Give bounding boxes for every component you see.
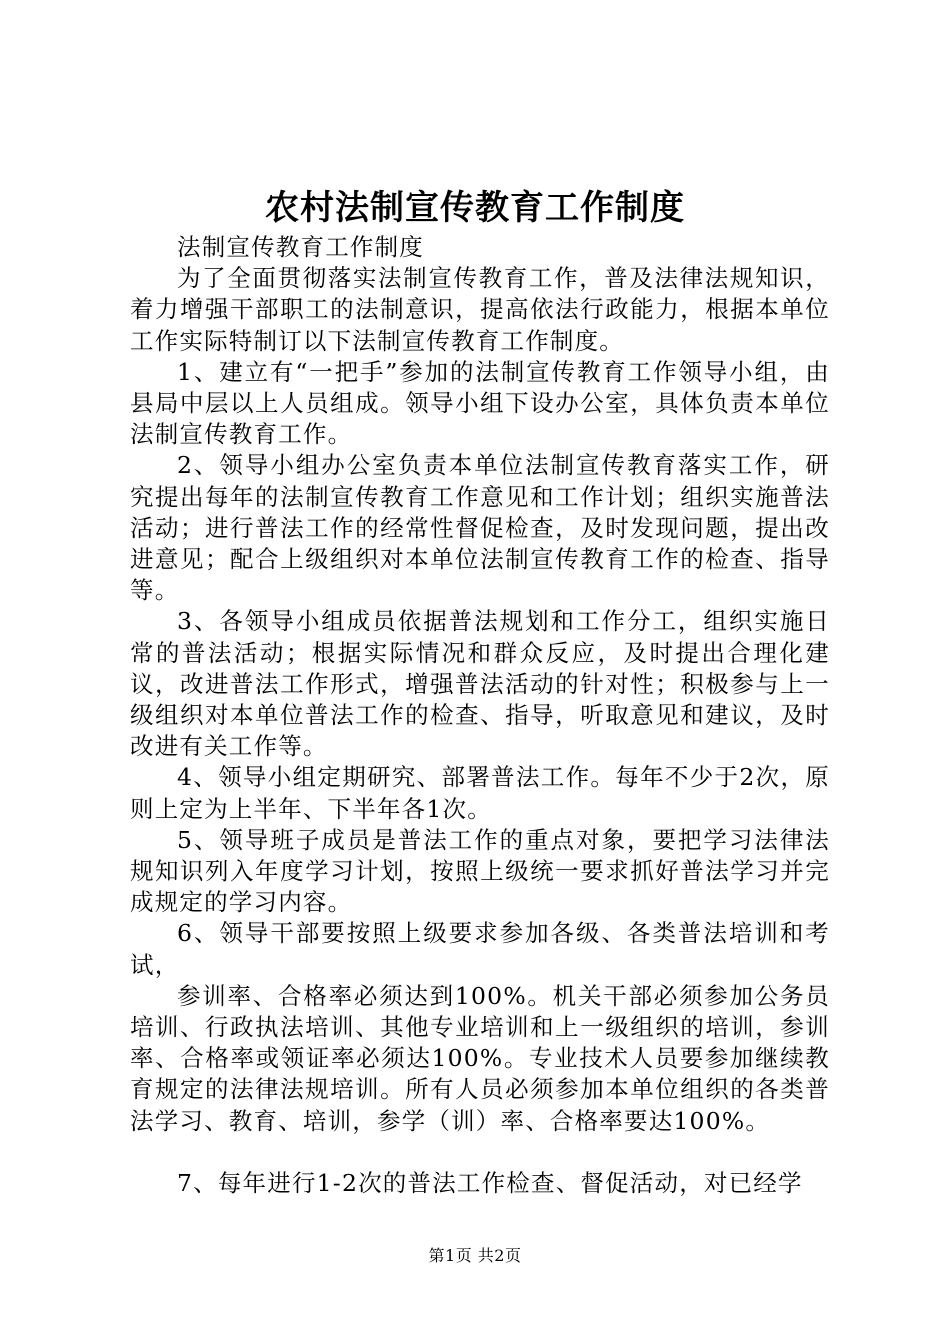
document-title: 农村法制宣传教育工作制度 — [265, 188, 685, 228]
paragraph-item-7: 7、每年进行1-2次的普法工作检查、督促活动，对已经学 — [177, 1168, 803, 1197]
paragraph-item-6: 6、领导干部要按照上级要求参加各级、各类普法培训和考试， — [130, 919, 830, 979]
paragraph-intro: 为了全面贯彻落实法制宣传教育工作，普及法律法规知识，着力增强干部职工的法制意识，提高依法行政能力，根据本单位工作实际特制订以下法制宣传教育工作制度。 — [130, 264, 830, 355]
paragraph-item-1: 1、建立有“一把手”参加的法制宣传教育工作领导小组，由县局中层以上人员组成。领导小组下设办公室，具体负责本单位法制宣传教育工作。 — [130, 357, 830, 449]
paragraph-item-3: 3、各领导小组成员依据普法规划和工作分工，组织实施日常的普法活动；根据实际情况和群众反应，及时提出合理化建议，改进普法工作形式，增强普法活动的针对性；积极参与上一级组织对本单位普法工作的检查、指导，听取意见和建议，及时改进有关工作等。 — [130, 607, 830, 761]
document-body — [130, 232, 830, 1199]
paragraph-item-4: 4、领导小组定期研究、部署普法工作。每年不少于2次，原则上定为上半年、下半年各1次。 — [130, 763, 830, 823]
paragraph-subtitle: 法制宣传教育工作制度 — [177, 233, 424, 261]
page-number-footer: 第1页 共2页 — [428, 1246, 522, 1265]
paragraph-item-5: 5、领导班子成员是普法工作的重点对象，要把学习法律法规知识列入年度学习计划，按照上级统一要求抓好普法学习并完成规定的学习内容。 — [130, 825, 830, 917]
paragraph-item-2: 2、领导小组办公室负责本单位法制宣传教育落实工作，研究提出每年的法制宣传教育工作意见和工作计划；组织实施普法活动；进行普法工作的经常性督促检查，及时发现问题，提出改进意见；配合上级组织对本单位法制宣传教育工作的检查、指导等。 — [130, 451, 830, 605]
paragraph-item-6-continued: 参训率、合格率必须达到100%。机关干部必须参加公务员培训、行政执法培训、其他专业培训和上一级组织的培训，参训率、合格率或领证率必须达100%。专业技术人员要参加继续教育规定的法律法规培训。所有人员必须参加本单位组织的各类普法学习、教育、培训，参学（训）率、合格率要达100%。 — [130, 981, 830, 1135]
